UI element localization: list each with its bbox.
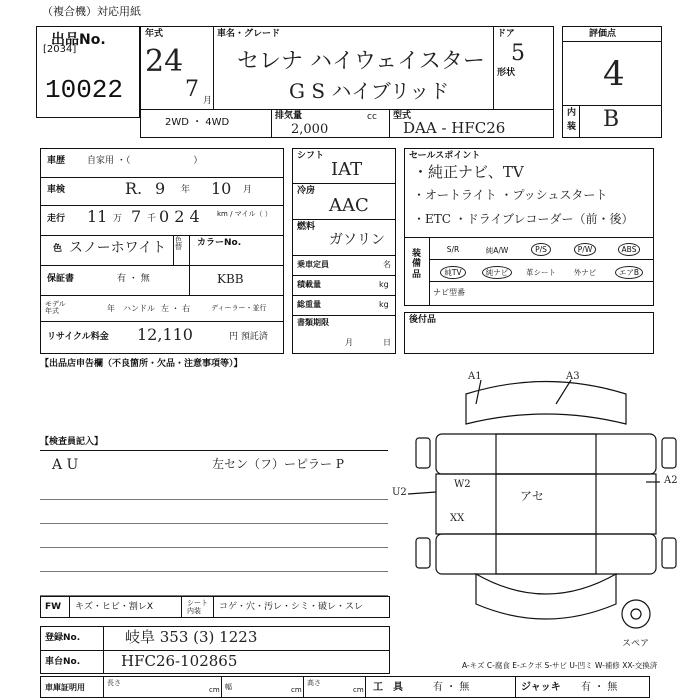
recycle-label: リサイクル料金 — [47, 332, 109, 342]
month-value: 7 — [185, 77, 199, 102]
equipment-item: P/W — [565, 245, 605, 254]
mileage-10k: 11 — [87, 207, 108, 226]
lot-label: 出品No. — [51, 32, 106, 48]
registration-box — [40, 626, 390, 674]
navi-model-label: ナビ型番 — [433, 288, 465, 297]
mark-u2: U2 — [392, 487, 407, 498]
lot-number: 10022 — [45, 75, 124, 105]
mark-a1: A1 — [468, 371, 482, 382]
sales-point-3: ・ETC ・ドライブレコーダー（前・後） — [413, 212, 634, 226]
equipment-item: ABS — [609, 245, 649, 254]
sales-box — [404, 148, 654, 306]
equipment-item: 純A/W — [485, 246, 509, 255]
dealer-label: ディーラー・並行 — [211, 304, 267, 312]
month-suffix: 月 — [203, 96, 213, 106]
capacity-label: 乗車定員 — [297, 260, 329, 269]
equipment-item: P/S — [521, 245, 561, 254]
reg-label: 登録No. — [45, 633, 81, 643]
fuel-value: ガソリン — [329, 232, 385, 248]
equipment-item: S/R — [446, 245, 460, 254]
doors-value: 5 — [511, 41, 525, 66]
color-value: スノーホワイト — [69, 240, 167, 256]
jack-options: 有 ・ 無 — [581, 682, 618, 693]
grade: G S ハイブリッド — [289, 79, 450, 103]
car-roof — [496, 434, 596, 574]
mechanical-box — [292, 148, 396, 354]
lot-tag: [2034] — [43, 44, 77, 55]
recycle-suffix: 円 預託済 — [229, 332, 268, 342]
drive-options: 2WD ・ 4WD — [165, 117, 230, 128]
ac-value: AAC — [329, 195, 369, 216]
fw-options: キズ・ヒビ・割レX — [75, 602, 153, 612]
bottom-row — [40, 676, 650, 698]
seller-notes-label: 【出品店申告欄（不良箇所・欠品・注意事項等）】 — [40, 359, 243, 369]
sales-point-1: ・純正ナビ、TV — [413, 163, 524, 181]
score-value: 4 — [603, 54, 625, 94]
interior-value: B — [603, 107, 620, 132]
sheet-label: シート内装 — [187, 599, 208, 615]
wheel-fl — [416, 438, 430, 468]
weight-label: 総重量 — [297, 300, 321, 309]
mileage-label: 走行 — [47, 214, 66, 224]
doc-deadline-label: 書類期限 — [297, 318, 329, 327]
cert-length: 長さ — [107, 679, 121, 687]
model-year-label: モデル年式 — [45, 300, 66, 315]
jack-label: ジャッキ — [521, 682, 561, 693]
inspection-month: 10 — [211, 179, 232, 198]
color-type-label: 色替 — [175, 236, 182, 251]
handle-label: ハンドル — [123, 304, 155, 313]
mileage-units: km / マイル（ ） — [217, 210, 272, 218]
model-year-suffix: 年 — [107, 304, 115, 313]
score-box — [562, 26, 662, 138]
load-unit: kg — [379, 280, 389, 289]
handle-options: 左 ・ 右 — [161, 304, 191, 313]
wheel-fr — [662, 438, 676, 468]
displacement-value: 2,000 — [291, 122, 329, 137]
doors-label: ドア — [497, 29, 515, 39]
chassis-label: 車台No. — [45, 657, 81, 667]
retrofit-box — [404, 312, 654, 354]
shift-value: IAT — [331, 159, 363, 180]
car-rear-side — [436, 534, 656, 574]
color-label: 色 — [53, 244, 63, 254]
type-label: 型式 — [393, 111, 412, 121]
spare-tire — [622, 600, 650, 628]
displacement-unit: cc — [367, 112, 377, 122]
history-options: 自家用 ・（ ） — [87, 156, 203, 166]
car-rear — [476, 574, 616, 619]
sales-label: セールスポイント — [409, 151, 481, 161]
damage-legend: A-キズ C-腐食 E-エクボ S-サビ U-凹ミ W-補修 XX-交換済 — [462, 661, 658, 670]
inspection-era: R. — [125, 179, 143, 198]
year-value: 24 — [145, 44, 184, 79]
chassis-value: HFC26-102865 — [121, 652, 238, 670]
cert-width-cm: cm — [291, 686, 302, 694]
reg-value: 岐阜 353 (3) 1223 — [125, 628, 258, 646]
equipment-item: エアB — [609, 267, 649, 278]
type-value: DAA - HFC26 — [403, 119, 506, 137]
wheel-rl — [416, 538, 430, 568]
sheet-options: コゲ・穴・汚レ・シミ・破レ・スレ — [219, 602, 364, 612]
sen-suffix: 千 — [147, 214, 157, 224]
load-label: 積載量 — [297, 280, 321, 289]
model-name: セレナ ハイウェイスター — [237, 49, 485, 74]
equipment-item: 革シート — [526, 268, 556, 277]
interior-label-1: 内 — [567, 108, 577, 118]
capacity-unit: 名 — [383, 260, 391, 269]
equipment-label: 装備品 — [412, 249, 422, 280]
displacement-label: 排気量 — [275, 111, 303, 121]
fw-label: FW — [45, 602, 62, 612]
name-grade-label: 車名・グレード — [217, 29, 281, 39]
car-roof-front — [466, 382, 626, 425]
recycle-value: 12,110 — [137, 325, 193, 344]
fuel-label: 燃料 — [297, 222, 316, 232]
cert-label: 車庫証明用 — [45, 683, 85, 692]
warranty-options: 有 ・ 無 — [117, 274, 150, 284]
weight-unit: kg — [379, 300, 389, 309]
inspector-notes-label: 【検査員記入】 — [40, 437, 104, 447]
form-title: （複合機）対応用紙 — [42, 5, 141, 18]
damage-diagram — [396, 364, 696, 664]
inspection-year-suffix: 年 — [181, 185, 191, 195]
inspection-month-suffix: 月 — [243, 185, 253, 195]
retrofit-label: 後付品 — [409, 315, 437, 325]
mileage-rest: 0 2 4 — [159, 207, 200, 226]
equipment-item: 純ナビ — [477, 267, 517, 278]
tools-options: 有 ・ 無 — [433, 682, 470, 693]
shift-label: シフト — [297, 151, 325, 161]
inspector-lines — [40, 476, 388, 596]
mark-a2: A2 — [664, 475, 678, 486]
shape-label: 形状 — [497, 68, 516, 78]
warranty-label: 保証書 — [47, 274, 75, 284]
sales-point-2: ・オートライト ・プッシュスタート — [413, 188, 608, 202]
cert-height-cm: cm — [353, 686, 364, 694]
doc-month: 月 — [345, 338, 353, 347]
history-label: 車歴 — [47, 156, 66, 166]
lot-number-box — [36, 26, 140, 118]
fw-row — [40, 596, 390, 618]
interior-label-2: 装 — [567, 122, 577, 132]
cert-width: 幅 — [225, 683, 232, 691]
mark-w2: W2 — [454, 479, 471, 490]
equipment-item: 外ナビ — [573, 268, 597, 277]
spare-label: スペア — [622, 639, 650, 649]
color-no-value: KBB — [217, 272, 244, 286]
tools-label: 工 具 — [373, 682, 403, 693]
mark-a3: A3 — [566, 371, 580, 382]
inspection-year: 9 — [155, 179, 166, 198]
mark-ase: アセ — [520, 489, 544, 503]
equipment-item: 純TV — [433, 267, 473, 278]
doc-day: 日 — [383, 338, 391, 347]
year-label: 年式 — [145, 29, 164, 39]
inspection-label: 車検 — [47, 185, 66, 195]
color-no-label: カラーNo. — [197, 238, 242, 248]
mark-xx: XX — [450, 513, 465, 524]
score-label: 評価点 — [589, 29, 617, 39]
cert-length-cm: cm — [209, 686, 220, 694]
inspector-note-right: 左セン（フ）ーピラー P — [212, 457, 344, 471]
history-box — [40, 148, 284, 354]
vehicle-info-box — [140, 26, 554, 138]
car-front-side — [436, 434, 656, 474]
wheel-rr — [662, 538, 676, 568]
inspector-note-left: A U — [52, 457, 79, 473]
ac-label: 冷房 — [297, 186, 316, 196]
man-suffix: 万 — [113, 214, 123, 224]
mileage-1k: 7 — [131, 207, 142, 226]
cert-height: 高さ — [307, 679, 321, 687]
